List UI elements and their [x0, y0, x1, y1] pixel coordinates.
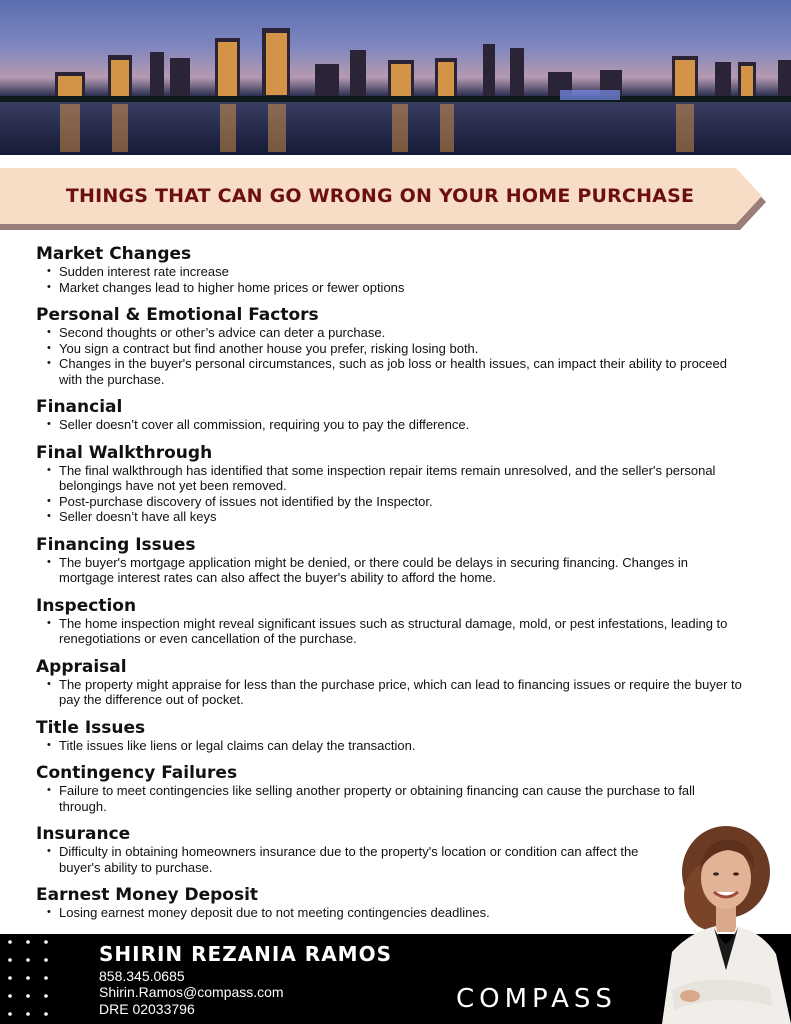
section-heading: Financing Issues [36, 534, 196, 555]
section-insurance [36, 824, 676, 875]
section-heading: Final Walkthrough [36, 442, 213, 463]
agent-portrait-icon [650, 820, 791, 1024]
list-item: • Market changes lead to higher home prices or fewer options [59, 280, 746, 296]
section-personal-emotional [36, 305, 746, 387]
section-heading: Earnest Money Deposit [36, 885, 259, 905]
section-heading: Market Changes [36, 244, 192, 264]
list-item: • The buyer's mortgage application might be denied, or there could be delays in securing financing. Changes in mortgage interest rates can also affect the buyer's ability to afford the home. [59, 555, 746, 586]
section-heading: Inspection [36, 595, 137, 616]
list-item: • Difficulty in obtaining homeowners insurance due to the property's location or condition can affect the buyer's ability to purchase. [59, 844, 676, 875]
dot-grid-decoration [0, 934, 60, 1024]
title-banner [0, 168, 766, 232]
section-heading: Title Issues [36, 717, 146, 738]
agent-name: SHIRIN REZANIA RAMOS [99, 942, 392, 966]
section-final-walkthrough [36, 443, 746, 525]
list-item: • Second thoughts or other’s advice can deter a purchase. [59, 325, 746, 341]
list-item: • The property might appraise for less than the purchase price, which can lead to financing issues or require the buyer to pay the difference out of pocket. [59, 677, 746, 708]
section-contingency-failures [36, 763, 746, 814]
list-item: • Changes in the buyer's personal circumstances, such as job loss or health issues, can impact their ability to proceed with the purchase. [59, 356, 746, 387]
section-appraisal [36, 657, 746, 708]
list-item: • Failure to meet contingencies like selling another property or obtaining financing can cause the purchase to fall through. [59, 783, 746, 814]
section-heading: Financial [36, 397, 123, 417]
agent-phone[interactable]: 858.345.0685 [99, 968, 185, 984]
section-heading: Insurance [36, 824, 131, 844]
section-financing-issues [36, 535, 746, 586]
list-item: • Losing earnest money deposit due to not meeting contingencies deadlines. [59, 905, 746, 921]
section-market-changes [36, 244, 746, 295]
list-item: • Seller doesn’t have all keys [59, 509, 746, 525]
list-item: • You sign a contract but find another house you prefer, risking losing both. [59, 341, 746, 357]
section-financial [36, 397, 746, 433]
section-title-issues [36, 718, 746, 754]
list-item: • The final walkthrough has identified that some inspection repair items remain unresolved, and the seller's personal belongings have not yet been removed. [59, 463, 746, 494]
compass-logo: COMPASS [456, 984, 617, 1014]
list-item: • The home inspection might reveal significant issues such as structural damage, mold, or pest infestations, leading to renegotiations or even cancellation of the purchase. [59, 616, 746, 647]
list-item: • Seller doesn’t cover all commission, requiring you to pay the difference. [59, 417, 746, 433]
agent-email[interactable]: Shirin.Ramos@compass.com [99, 984, 284, 1000]
list-item: • Sudden interest rate increase [59, 264, 746, 280]
list-item: • Title issues like liens or legal claims can delay the transaction. [59, 738, 746, 754]
agent-license: DRE 02033796 [99, 1001, 195, 1017]
section-earnest-money [36, 885, 746, 921]
skyline-photo [0, 0, 791, 155]
section-heading: Contingency Failures [36, 763, 238, 783]
section-inspection [36, 596, 746, 647]
issues-list [36, 244, 746, 931]
page-title: THINGS THAT CAN GO WRONG ON YOUR HOME PURCHASE [65, 185, 695, 207]
section-heading: Appraisal [36, 656, 127, 677]
list-item: • Post-purchase discovery of issues not identified by the Inspector. [59, 494, 746, 510]
section-heading: Personal & Emotional Factors [36, 305, 319, 325]
